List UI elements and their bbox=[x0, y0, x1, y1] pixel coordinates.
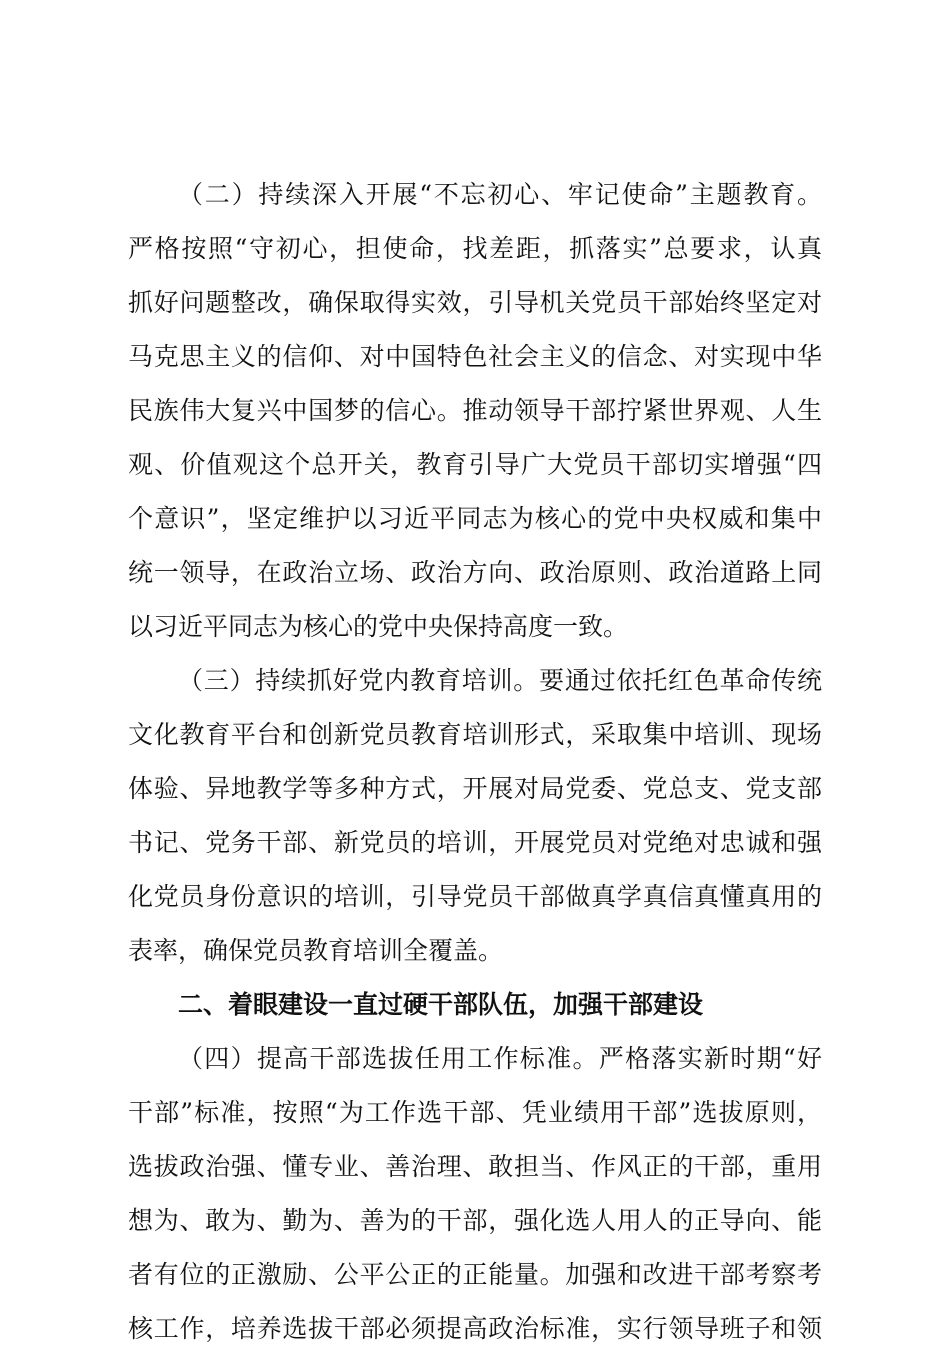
paragraph-3-line-2: 文化教育平台和创新党员教育培训形式，采取集中培训、现场 bbox=[128, 720, 822, 749]
paragraph-4-line-1: （四）提高干部选拔任用工作标准。严格落实新时期“好 bbox=[178, 1044, 822, 1073]
paragraph-2-line-8: 统一领导，在政治立场、政治方向、政治原则、政治道路上同 bbox=[128, 558, 822, 587]
paragraph-2-line-6: 观、价值观这个总开关，教育引导广大党员干部切实增强“四 bbox=[128, 450, 822, 479]
paragraph-3-line-5: 化党员身份意识的培训，引导党员干部做真学真信真懂真用的 bbox=[128, 882, 822, 911]
paragraph-3-line-3: 体验、异地教学等多种方式，开展对局党委、党总支、党支部 bbox=[128, 774, 822, 803]
paragraph-4-line-3: 选拔政治强、懂专业、善治理、敢担当、作风正的干部，重用 bbox=[128, 1152, 822, 1181]
paragraph-3-line-6: 表率，确保党员教育培训全覆盖。 bbox=[128, 936, 504, 965]
document-body bbox=[128, 168, 822, 1356]
paragraph-3-line-4: 书记、党务干部、新党员的培训，开展党员对党绝对忠诚和强 bbox=[128, 828, 822, 857]
paragraph-2-line-9: 以习近平同志为核心的党中央保持高度一致。 bbox=[128, 612, 629, 641]
paragraph-3-line-1: （三）持续抓好党内教育培训。要通过依托红色革命传统 bbox=[178, 666, 822, 695]
paragraph-4-line-5: 者有位的正激励、公平公正的正能量。加强和改进干部考察考 bbox=[128, 1260, 822, 1289]
paragraph-2-line-3: 抓好问题整改，确保取得实效，引导机关党员干部始终坚定对 bbox=[128, 288, 822, 317]
paragraph-4-line-4: 想为、敢为、勤为、善为的干部，强化选人用人的正导向、能 bbox=[128, 1206, 822, 1235]
paragraph-2-line-5: 民族伟大复兴中国梦的信心。推动领导干部拧紧世界观、人生 bbox=[128, 396, 822, 425]
paragraph-2-line-7: 个意识”，坚定维护以习近平同志为核心的党中央权威和集中 bbox=[128, 504, 822, 533]
paragraph-2-line-1: （二）持续深入开展“不忘初心、牢记使命”主题教育。 bbox=[178, 180, 822, 209]
paragraph-2-line-4: 马克思主义的信仰、对中国特色社会主义的信念、对实现中华 bbox=[128, 342, 822, 371]
paragraph-4-line-6: 核工作，培养选拔干部必须提高政治标准，实行领导班子和领 bbox=[128, 1314, 822, 1343]
paragraph-4-line-2: 干部”标准，按照“为工作选干部、凭业绩用干部”选拔原则， bbox=[128, 1098, 822, 1127]
paragraph-2-line-2: 严格按照“守初心，担使命，找差距，抓落实”总要求，认真 bbox=[128, 234, 822, 263]
section-heading-2: 二、着眼建设一直过硬干部队伍，加强干部建设 bbox=[178, 990, 704, 1019]
